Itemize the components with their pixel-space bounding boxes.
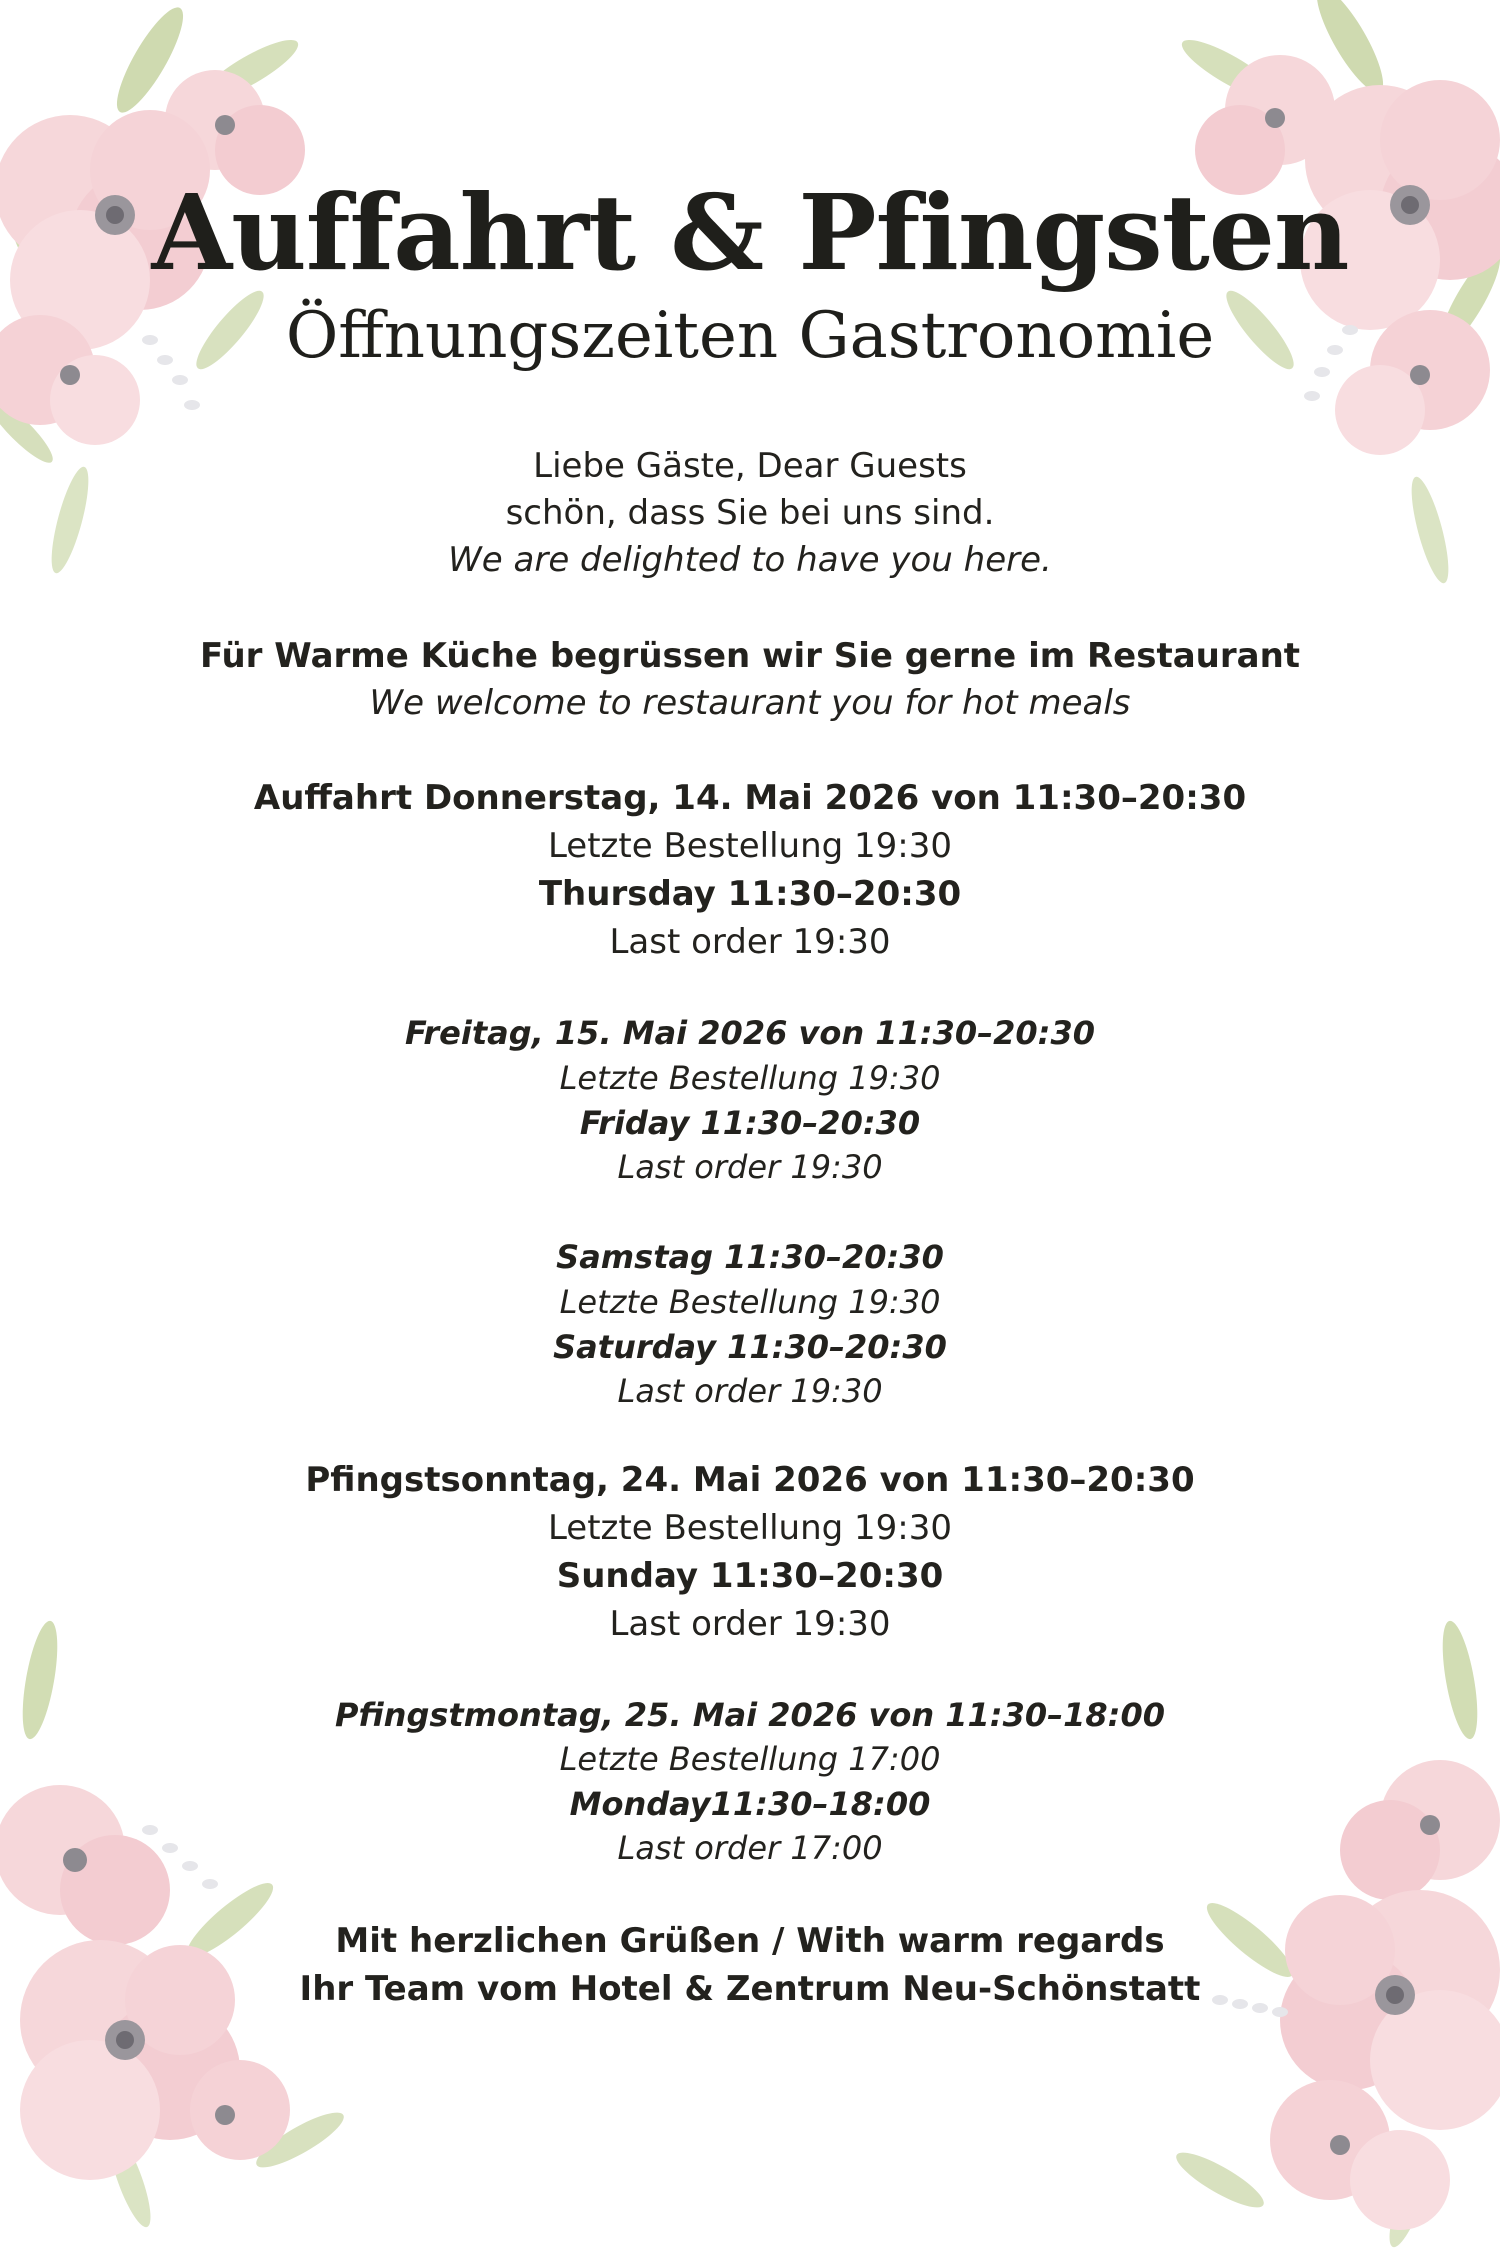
restaurant-note-english: We welcome to restaurant you for hot meals <box>369 683 1131 723</box>
last-order-english: Last order 19:30 <box>617 1372 883 1410</box>
last-order-english: Last order 19:30 <box>609 922 891 962</box>
greeting-line: Liebe Gäste, Dear Guests <box>533 446 967 486</box>
greeting-line-english: We are delighted to have you here. <box>448 540 1052 580</box>
last-order-german: Letzte Bestellung 19:30 <box>547 1508 953 1548</box>
last-order-english: Last order 19:30 <box>609 1604 891 1644</box>
day-heading-english: Monday11:30–18:00 <box>569 1785 931 1823</box>
day-heading-german: Pfingstsonntag, 24. Mai 2026 von 11:30–20:30 <box>305 1460 1195 1500</box>
page-title: Auffahrt & Pfingsten <box>151 171 1349 294</box>
day-heading-english: Friday 11:30–20:30 <box>579 1104 921 1142</box>
day-heading-german: Freitag, 15. Mai 2026 von 11:30–20:30 <box>405 1014 1095 1052</box>
closing-signature: Ihr Team vom Hotel & Zentrum Neu-Schönstatt <box>299 1969 1201 2009</box>
last-order-german: Letzte Bestellung 19:30 <box>547 826 953 866</box>
day-heading-english: Saturday 11:30–20:30 <box>553 1328 947 1366</box>
last-order-english: Last order 17:00 <box>617 1829 883 1867</box>
flower-icon <box>190 2060 290 2160</box>
greeting-line: schön, dass Sie bei uns sind. <box>505 493 995 533</box>
page-subtitle: Öffnungszeiten Gastronomie <box>285 299 1215 373</box>
day-heading-english: Sunday 11:30–20:30 <box>556 1556 944 1596</box>
restaurant-note-german: Für Warme Küche begrüssen wir Sie gerne im Restaurant <box>199 636 1301 676</box>
last-order-german: Letzte Bestellung 19:30 <box>559 1059 941 1097</box>
last-order-english: Last order 19:30 <box>617 1148 883 1186</box>
last-order-german: Letzte Bestellung 19:30 <box>559 1283 941 1321</box>
closing-greeting: Mit herzlichen Grüßen / With warm regards <box>335 1921 1165 1961</box>
last-order-german: Letzte Bestellung 17:00 <box>559 1740 941 1778</box>
day-heading-english: Thursday 11:30–20:30 <box>538 874 962 914</box>
day-heading-german: Auffahrt Donnerstag, 14. Mai 2026 von 11:30–20:30 <box>253 778 1247 818</box>
day-heading-german: Samstag 11:30–20:30 <box>556 1238 944 1276</box>
day-heading-german: Pfingstmontag, 25. Mai 2026 von 11:30–18:00 <box>335 1696 1165 1734</box>
